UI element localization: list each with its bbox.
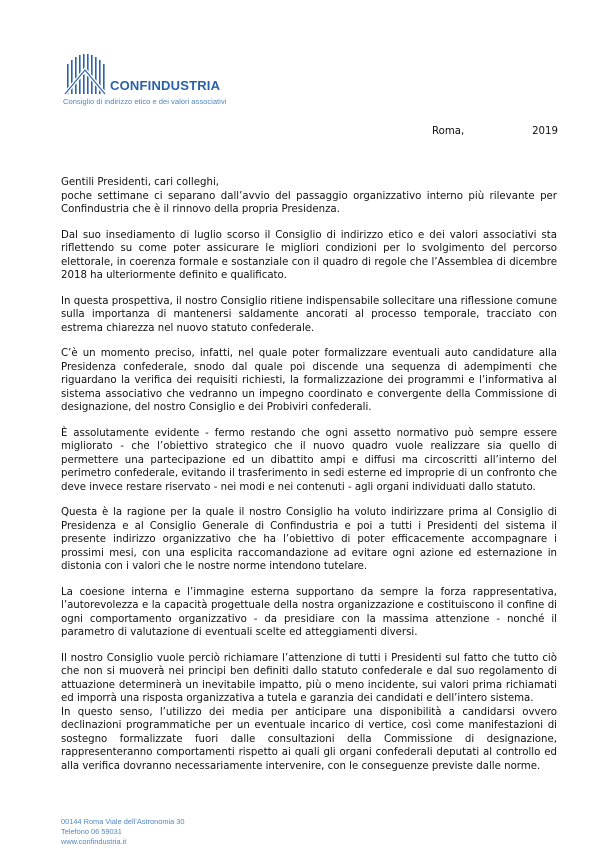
- date-city: Roma,: [432, 126, 465, 137]
- letter-date: [422, 126, 558, 140]
- letter-paragraph: poche settimane ci separano dall’avvio del passaggio organizzativo interno più rilevante per Confindustria che è il rinnovo della propria Presidenza.: [61, 190, 557, 215]
- letter-paragraph: C’è un momento preciso, infatti, nel quale poter formalizzare eventuali auto candidature alla Presidenza confederale, snodo dal quale poi discende una sequenza di adempimenti che riguardano la verifica dei requisiti richiesti, la formalizzazione dei programmi e l’informativa al sistema associativo che vedranno un impegno coordinato e convergente della Commissione di designazione, del nostro Consiglio e dei Probiviri confederali.: [61, 348, 557, 413]
- letter-paragraph: Dal suo insediamento di luglio scorso il Consiglio di indirizzo etico e dei valori associativi sta riflettendo su come poter assicurare le migliori condizioni per lo svolgimento del percorso elettorale, in coerenza formale e sostanziale con il quadro di regole che l’Assemblea di dicembre 2018 ha ulteriormente definito e qualificato.: [61, 229, 557, 281]
- org-name: CONFINDUSTRIA: [110, 78, 221, 93]
- confindustria-wing-logo-icon: [63, 50, 107, 96]
- letter-paragraph: In questa prospettiva, il nostro Consiglio ritiene indispensabile sollecitare una riflessione comune sulla importanza di mantenersi saldamente ancorati al processo temporale, tracciato con estrema chiarezza nel nuovo statuto confederale.: [61, 295, 557, 334]
- date-year: 2019: [532, 126, 558, 137]
- footer-phone: Telefono 06 59031: [61, 827, 122, 836]
- letter-paragraph: È assolutamente evidente - fermo restando che ogni assetto normativo può sempre essere migliorato - che l’obiettivo strategico che il nuovo quadro vuole realizzare sia quello di permettere una partecipazione ed un dibattito ampi e diffusi ma circoscritti all’interno del perimetro confederale, evitando il trasferimento in sedi esterne ed improprie di un confronto che deve invece restare riservato - nei modi e nei contenuti - agli organi individuati dallo statuto.: [61, 427, 557, 493]
- letterhead-footer: [61, 817, 185, 847]
- letterhead-logo: [63, 50, 263, 110]
- footer-address: 00144 Roma Viale dell’Astronomia 30: [61, 817, 185, 826]
- letter-paragraph: La coesione interna e l’immagine esterna supportano da sempre la forza rappresentativa, l’autorevolezza e la capacità progettuale della nostra organizzazione e costituiscono il confine di ogni comportamento organizzativo - da presidiare con la massima attenzione - nonché il parametro di valutazione di eventuali scelte ed atteggiamenti diversi.: [61, 586, 557, 638]
- letter-body: [61, 176, 557, 785]
- letter-paragraph: Questa è la ragione per la quale il nostro Consiglio ha voluto indirizzare prima al Consiglio di Presidenza e al Consiglio Generale di Confindustria e poi a tutti i Presidenti del sistema il presente indirizzo organizzativo che ha l’obiettivo di poter efficacemente accompagnare i prossimi mesi, con una esplicita raccomandazione ad evitare ogni azione ed esternazione in distonia con i valori che le nostre norme intendono tutelare.: [61, 507, 557, 572]
- letter-greeting: Gentili Presidenti, cari colleghi,: [61, 177, 220, 188]
- footer-website: www.confindustria.it: [61, 837, 127, 846]
- letterhead-subtitle: Consiglio di indirizzo etico e dei valori associativi: [63, 97, 227, 106]
- letter-paragraph: In questo senso, l’utilizzo dei media per anticipare una disponibilità a candidarsi ovvero declinazioni programmatiche per un eventuale incarico di vertice, così come manifestazioni di sostegno formalizzate fuori dalle consultazioni della Commissione di designazione, rappresenteranno comportamenti rispetto ai quali gli organi confederali deputati al controllo ed alla verifica dovranno necessariamente intervenire, con le conseguenze previste dalle norme.: [61, 706, 557, 772]
- letter-paragraph: Il nostro Consiglio vuole perciò richiamare l’attenzione di tutti i Presidenti sul fatto che tutto ciò che non si muoverà nei principi ben definiti dallo statuto confederale e dal suo regolamento di attuazione determinerà un inevitabile impatto, più o meno incidente, sui valori prima richiamati ed imporrà una risposta organizzativa a tutela e garanzia dei candidati e dell’intero sistema.: [61, 652, 557, 704]
